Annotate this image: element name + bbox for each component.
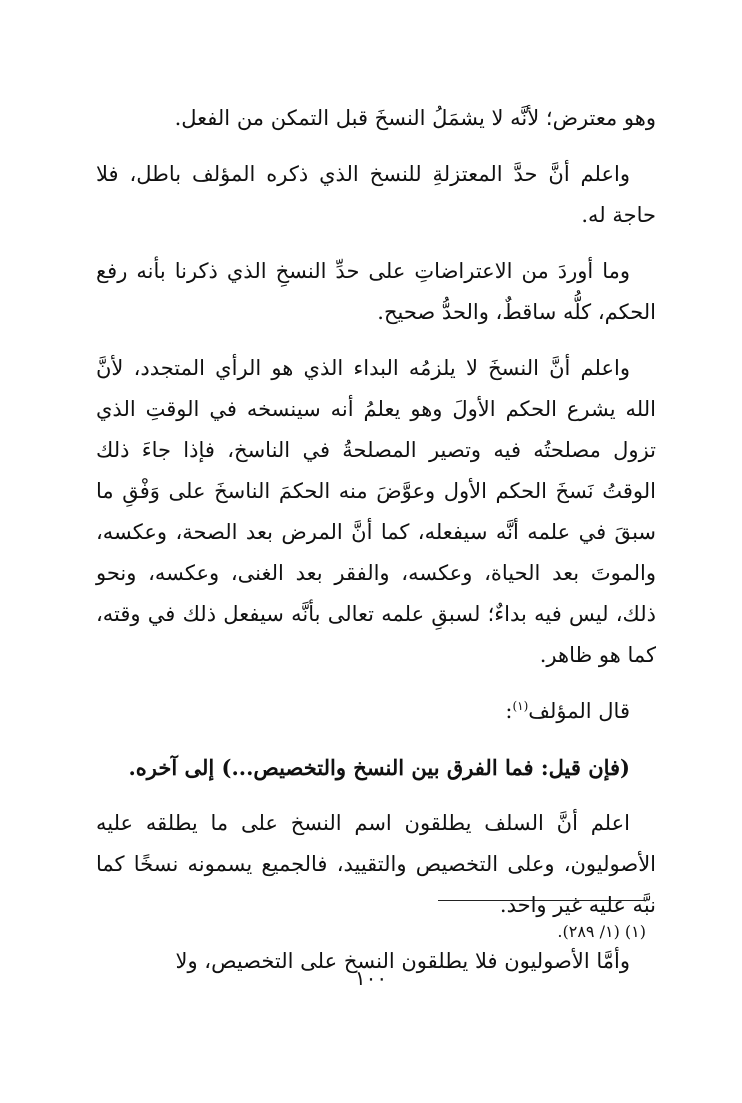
paragraph-3: وما أوردَ من الاعتراضاتِ على حدِّ النسخِ الذي ذكرنا بأنه رفع الحكم، كلُّه ساقطٌ، والحدُّ صحيح. [96, 259, 656, 324]
footnote-ref: (١) [512, 699, 529, 713]
quote-attribution [96, 691, 656, 732]
paragraph-4: واعلم أنَّ النسخَ لا يلزمُه البداء الذي هو الرأي المتجدد، لأنَّ الله يشرع الحكم الأولَ وهو يعلمُ أنه سينسخه في الوقتِ الذي تزول مصلحتُه فيه وتصير المصلحةُ في الناسخ، فإذا جاءَ ذلك الوقتُ نَسخَ الحكم الأول وعوَّضَ منه الحكمَ الناسخَ على وَفْقِ ما سبقَ في علمه أنَّه سيفعله، كما أنَّ المرض بعد الصحة، وعكسه، والموتَ بعد الحياة، وعكسه، والفقر بعد الغنى، وعكسه، ونحو ذلك، ليس فيه بداءٌ؛ لسبقِ علمه تعالى بأنَّه سيفعل ذلك في وقته، كما هو ظاهر. [96, 356, 656, 667]
quote-label: قال المؤلف [528, 699, 630, 723]
footnote: (١) (١/ ٢٨٩). [557, 922, 646, 941]
page-number: ١٠٠ [354, 966, 388, 990]
quoted-heading: (فإن قيل: فما الفرق بين النسخ والتخصيص...) إلى آخره. [128, 755, 630, 780]
paragraph-1: وهو معترض؛ لأنَّه لا يشمَلُ النسخَ قبل التمكن من الفعل. [174, 106, 656, 130]
paragraph-6: وأمَّا الأصوليون فلا يطلقون النسخ على التخصيص، ولا [175, 949, 630, 973]
paragraph-5: اعلم أنَّ السلف يطلقون اسم النسخ على ما يطلقه عليه الأصوليون، وعلى التخصيص والتقييد، فالجميع يسمونه نسخًا كما نبَّه عليه غير واحد. [96, 811, 656, 917]
main-text [96, 98, 656, 997]
quote-colon: : [505, 699, 513, 723]
paragraph-2: واعلم أنَّ حدَّ المعتزلةِ للنسخ الذي ذكره المؤلف باطل، فلا حاجة له. [96, 162, 656, 227]
footnote-divider [438, 900, 646, 901]
